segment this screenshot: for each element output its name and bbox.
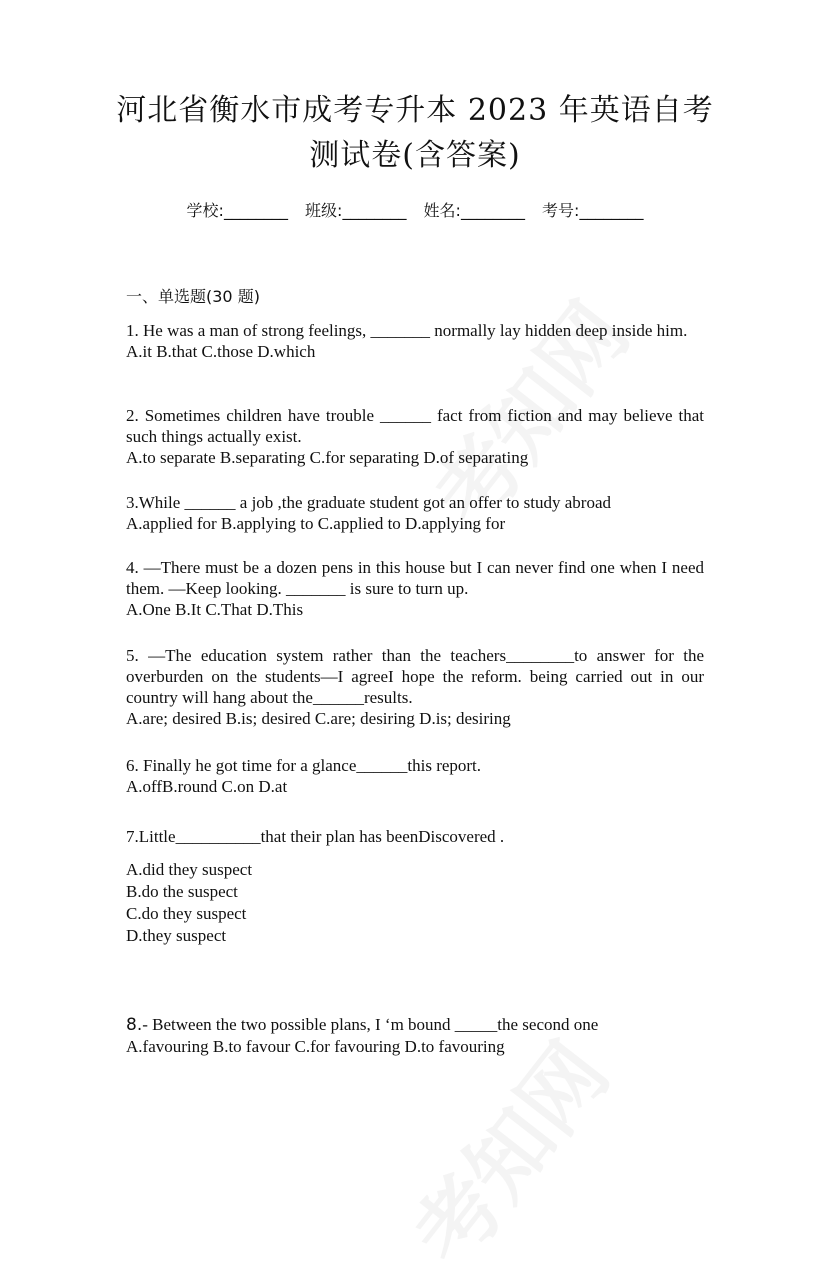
exam-number-field[interactable]: 考号:________ xyxy=(542,201,644,220)
question-stem: 6. Finally he got time for a glance______this report. xyxy=(126,756,482,775)
option-d: D.they suspect xyxy=(126,926,227,945)
question-options: A.it B.that C.those D.which xyxy=(126,342,316,361)
question-stem-line xyxy=(126,1014,704,1036)
document-title-line-1: 河北省衡水市成考专升本 2023 年英语自考 xyxy=(116,93,714,128)
question-8 xyxy=(126,1014,704,1057)
question-stem: - Between the two possible plans, I ‘m bound _____the second one xyxy=(142,1015,599,1034)
question-5 xyxy=(126,645,704,729)
question-4 xyxy=(126,557,704,620)
name-field[interactable]: 姓名:________ xyxy=(423,201,525,220)
question-stem: 5. —The education system rather than the teachers________to answer for the overburden on the students—I agreeI hope the reform. being carried out in our country will hang about the______results. xyxy=(126,646,704,707)
option-a: A.did they suspect xyxy=(126,860,253,879)
student-info-fields xyxy=(0,198,830,221)
question-options: A.favouring B.to favour C.for favouring D.to favouring xyxy=(126,1037,505,1056)
class-field[interactable]: 班级:________ xyxy=(305,201,407,220)
question-stem: 2. Sometimes children have trouble ______ fact from fiction and may believe that such things actually exist. xyxy=(126,406,704,446)
question-6 xyxy=(126,755,704,797)
question-options: A.applied for B.applying to C.applied to D.applying for xyxy=(126,514,506,533)
question-stem: 1. He was a man of strong feelings, _______ normally lay hidden deep inside him. xyxy=(126,321,688,340)
question-stem: 3.While ______ a job ,the graduate student got an offer to study abroad xyxy=(126,493,612,512)
question-1 xyxy=(126,320,704,362)
question-options: A.offB.round C.on D.at xyxy=(126,777,288,796)
question-stem: 4. —There must be a dozen pens in this house but I can never find one when I need them. —Keep looking. _______ is sure to turn up. xyxy=(126,558,704,598)
question-options-list xyxy=(126,859,704,947)
question-number: 8. xyxy=(126,1015,143,1035)
section-heading: 一、单选题(30 题) xyxy=(126,287,260,306)
question-2 xyxy=(126,405,704,468)
option-b: B.do the suspect xyxy=(126,882,238,901)
question-options: A.to separate B.separating C.for separating D.of separating xyxy=(126,448,529,467)
question-7 xyxy=(126,826,704,947)
option-c: C.do they suspect xyxy=(126,904,247,923)
question-stem: 7.Little__________that their plan has beenDiscovered . xyxy=(126,827,505,846)
question-options: A.One B.It C.That D.This xyxy=(126,600,304,619)
question-options: A.are; desired B.is; desired C.are; desiring D.is; desiring xyxy=(126,709,511,728)
document-title-line-2: 测试卷(含答案) xyxy=(309,138,521,173)
school-field[interactable]: 学校:________ xyxy=(186,201,288,220)
question-3 xyxy=(126,492,704,534)
